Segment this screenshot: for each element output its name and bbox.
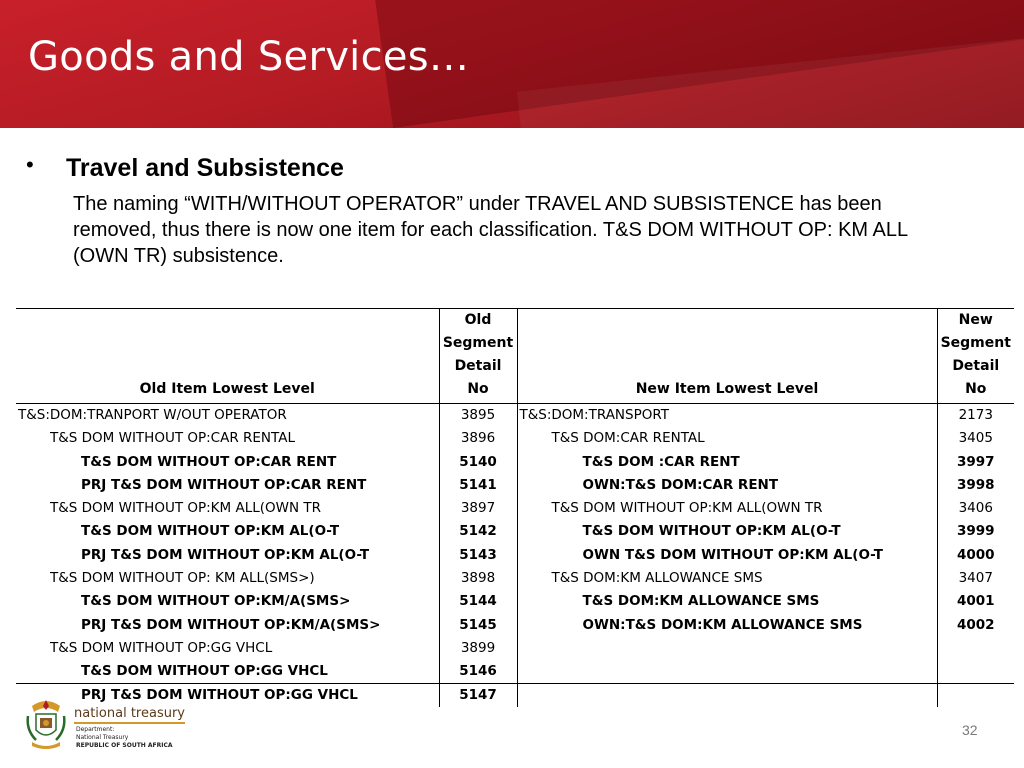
old-detail-no-cell: 3896: [439, 427, 517, 450]
new-detail-no-cell: [937, 660, 1014, 683]
table-row: [16, 520, 1014, 543]
new-item-cell: OWN T&S DOM WITHOUT OP:KM AL(O-T: [517, 544, 937, 567]
old-item-cell: T&S DOM WITHOUT OP:KM ALL(OWN TR: [50, 500, 322, 517]
table-row: [16, 544, 1014, 567]
new-item-cell: T&S DOM:CAR RENTAL: [517, 427, 937, 450]
table-row: [16, 590, 1014, 613]
old-detail-no-cell: 3895: [439, 404, 517, 428]
new-detail-no-cell: [937, 684, 1014, 707]
logo-wordmark: national treasury: [74, 706, 185, 724]
old-detail-no-cell: 5145: [439, 614, 517, 637]
new-item-cell: [517, 637, 937, 660]
old-detail-no-cell: 3898: [439, 567, 517, 590]
logo-country: REPUBLIC OF SOUTH AFRICA: [76, 742, 173, 749]
old-item-cell: T&S DOM WITHOUT OP:CAR RENT: [81, 453, 337, 470]
bullet-body-text: The naming “WITH/WITHOUT OPERATOR” under TRAVEL AND SUBSISTENCE has been removed, thus there is now one item for each classification. T&S DOM WITHOUT OP: KM ALL (OWN TR) subsistence.: [73, 193, 908, 267]
header-old-item: Old Item Lowest Level: [16, 309, 439, 404]
bullet-marker: •: [26, 152, 34, 177]
new-detail-no-cell: [937, 637, 1014, 660]
item-mapping-table: [16, 309, 1014, 707]
new-detail-no-cell: 2173: [937, 404, 1014, 428]
old-item-cell: PRJ T&S DOM WITHOUT OP:KM/A(SMS>: [81, 616, 381, 633]
old-item-cell: PRJ T&S DOM WITHOUT OP:CAR RENT: [81, 476, 367, 493]
old-detail-no-cell: 3897: [439, 497, 517, 520]
table-row: [16, 637, 1014, 660]
header-old-detail-no: Old Segment Detail No: [439, 309, 517, 404]
old-detail-no-cell: 5141: [439, 474, 517, 497]
table-row: [16, 497, 1014, 520]
old-detail-no-cell: 5144: [439, 590, 517, 613]
new-item-cell: T&S DOM:KM ALLOWANCE SMS: [517, 567, 937, 590]
old-item-cell: T&S DOM WITHOUT OP: KM ALL(SMS>): [50, 570, 315, 587]
old-detail-no-cell: 5143: [439, 544, 517, 567]
old-item-cell: PRJ T&S DOM WITHOUT OP:KM AL(O-T: [81, 546, 370, 563]
table-row: [16, 660, 1014, 683]
old-item-cell: T&S DOM WITHOUT OP:CAR RENTAL: [50, 430, 295, 447]
old-detail-no-cell: 5146: [439, 660, 517, 683]
new-detail-no-cell: 3406: [937, 497, 1014, 520]
old-item-cell: T&S DOM WITHOUT OP:KM AL(O-T: [81, 523, 340, 540]
logo-subtext: [76, 726, 173, 750]
new-item-cell: OWN:T&S DOM:CAR RENT: [517, 474, 937, 497]
new-item-cell: T&S:DOM:TRANSPORT: [517, 404, 937, 428]
new-detail-no-cell: 3999: [937, 520, 1014, 543]
new-detail-no-cell: 3407: [937, 567, 1014, 590]
table-header-row: [16, 309, 1014, 404]
table-row: [16, 404, 1014, 428]
header-new-item: New Item Lowest Level: [517, 309, 937, 404]
old-detail-no-cell: 5142: [439, 520, 517, 543]
coat-of-arms-icon: [24, 696, 68, 750]
old-item-cell: T&S DOM WITHOUT OP:GG VHCL: [50, 639, 273, 656]
national-treasury-logo: [24, 696, 184, 752]
old-item-cell: T&S DOM WITHOUT OP:GG VHCL: [81, 663, 328, 680]
table-row: [16, 614, 1014, 637]
logo-dept-label: Department:: [76, 726, 115, 733]
page-number: 32: [962, 722, 978, 738]
new-item-cell: T&S DOM WITHOUT OP:KM ALL(OWN TR: [517, 497, 937, 520]
slide-title: Goods and Services…: [28, 34, 470, 80]
new-item-cell: T&S DOM :CAR RENT: [517, 451, 937, 474]
new-detail-no-cell: 3998: [937, 474, 1014, 497]
table-row: [16, 451, 1014, 474]
new-detail-no-cell: 4002: [937, 614, 1014, 637]
old-detail-no-cell: 5140: [439, 451, 517, 474]
new-detail-no-cell: 4000: [937, 544, 1014, 567]
table-row: [16, 567, 1014, 590]
mapping-table-container: [16, 308, 1014, 703]
new-detail-no-cell: 4001: [937, 590, 1014, 613]
new-detail-no-cell: 3405: [937, 427, 1014, 450]
new-item-cell: [517, 660, 937, 683]
old-item-cell: T&S:DOM:TRANPORT W/OUT OPERATOR: [18, 407, 287, 423]
old-detail-no-cell: 3899: [439, 637, 517, 660]
new-item-cell: OWN:T&S DOM:KM ALLOWANCE SMS: [517, 614, 937, 637]
new-item-cell: T&S DOM:KM ALLOWANCE SMS: [517, 590, 937, 613]
new-item-cell: [517, 684, 937, 707]
old-item-cell: T&S DOM WITHOUT OP:KM/A(SMS>: [81, 593, 351, 610]
new-detail-no-cell: 3997: [937, 451, 1014, 474]
table-row: [16, 427, 1014, 450]
bullet-heading: Travel and Subsistence: [66, 154, 344, 182]
header-new-detail-no: New Segment Detail No: [937, 309, 1014, 404]
table-row: [16, 474, 1014, 497]
new-item-cell: T&S DOM WITHOUT OP:KM AL(O-T: [517, 520, 937, 543]
old-item-cell: PRJ T&S DOM WITHOUT OP:GG VHCL: [81, 686, 358, 703]
old-detail-no-cell: 5147: [439, 684, 517, 707]
logo-dept-name: National Treasury: [76, 734, 129, 741]
